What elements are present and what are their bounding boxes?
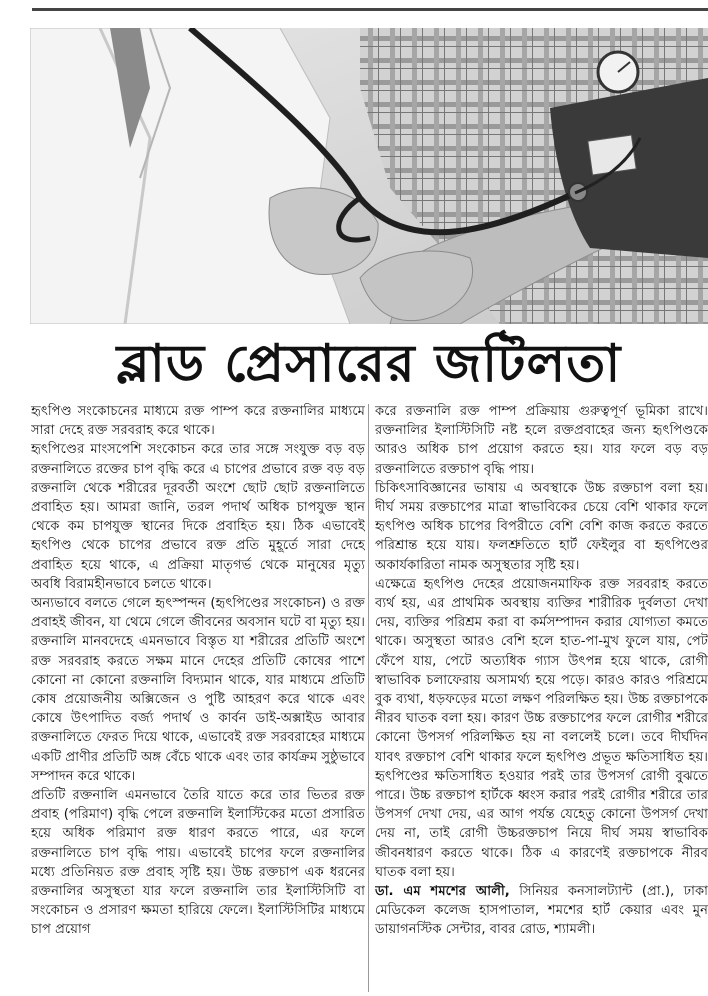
paragraph: চিকিৎসাবিজ্ঞানের ভাষায় এ অবস্থাকে উচ্চ রক্তচাপ বলা হয়। দীর্ঘ সময় রক্তচাপের মাত্রা স্বাভাবিকের চেয়ে বেশি থাকার ফলে হৃৎপিণ্ড অধিক চাপের বিপরীতে বেশি বেশি কাজ করতে করতে পরিশ্রান্ত হয়ে যায়। ফলশ্রুতিতে হার্ট ফেইলুর বা হৃৎপিণ্ডের অকার্যকারিতা নামক অসুস্থতার সৃষ্টি হয়। xyxy=(375,480,708,573)
paragraph: হৃৎপিণ্ডের মাংসপেশি সংকোচন করে তার সঙ্গে সংযুক্ত বড় বড় রক্তনালিতে রক্তের চাপ বৃদ্ধি করে এ চাপের প্রভাবে রক্ত বড় বড় রক্তনালি থেকে শরীরের দূরবর্তী অংশে ছোট ছোট রক্তনালিতে প্রবাহিত হয়। আমরা জানি, তরল পদার্থ অধিক চাপযুক্ত স্থান থেকে কম চাপযুক্ত স্থানের দিকে প্রবাহিত হয়। ঠিক এভাবেই হৃৎপিণ্ড থেকে চাপের প্রভাবে রক্ত প্রতি মুহূর্তে সারা দেহে প্রবাহিত হয়ে থাকে, এ প্রক্রিয়া মাতৃগর্ভ থেকে মানুষের মৃত্যু অবধি বিরামহীনভাবে চলতে থাকে। xyxy=(31,442,365,592)
article-column-left xyxy=(31,402,365,996)
paragraph: হৃৎপিণ্ড সংকোচনের মাধ্যমে রক্ত পাম্প করে রক্তনালির মাধ্যমে সারা দেহে রক্ত সরবরাহ করে থাকে। xyxy=(31,404,365,439)
column-divider xyxy=(368,404,369,992)
blood-pressure-photo xyxy=(30,28,708,324)
paragraph: প্রতিটি রক্তনালি এমনভাবে তৈরি যাতে করে তার ভিতর রক্ত প্রবাহ (পরিমাণ) বৃদ্ধি পেলে রক্তনালি ইলাস্টিকের মতো প্রসারিত হয়ে অধিক পরিমাণ রক্ত ধারণ করতে পারে, এর ফলে রক্তনালিতে চাপ বৃদ্ধি পায়। এভাবেই চাপের ফলে রক্তনালির মধ্যে প্রতিনিয়ত রক্ত প্রবাহ সৃষ্টি হয়। উচ্চ রক্তচাপ এক ধরনের রক্তনালির অসুস্থতা যার ফলে রক্তনালি তার ইলাস্টিসিটি বা সংকোচন ও প্রসারণ ক্ষমতা হারিয়ে ফেলে। ইলাস্টিসিটির মাধ্যমে চাপ প্রয়োগ xyxy=(31,788,365,938)
article-photo xyxy=(30,28,708,324)
author-name: ডা. এম শমশের আলী, xyxy=(375,884,510,900)
article-headline: ব্লাড প্রেসারের জটিলতা xyxy=(116,333,622,394)
paragraph: অন্যভাবে বলতে গেলে হৃৎস্পন্দন (হৃৎপিণ্ডের সংকোচন) ও রক্ত প্রবাহই জীবন, যা থেমে গেলে জীবনের অবসান ঘটে বা মৃত্যু হয়। রক্তনালি মানবদেহে এমনভাবে বিস্তৃত যা শরীরের প্রতিটি অংশে রক্ত সরবরাহ করতে সক্ষম মানে দেহের প্রতিটি কোষের পাশে কোনো না কোনো রক্তনালি বিদ্যমান থাকে, যার মাধ্যমে প্রতিটি কোষ প্রয়োজনীয় অক্সিজেন ও পুষ্টি আহরণ করে থাকে এবং কোষে উৎপাদিত বর্জ্য পদার্থ ও কার্বন ডাই-অক্সাইড আবার রক্তনালিতে ফেরত দিয়ে থাকে, এভাবেই রক্ত সরবরাহের মাধ্যমে একটি প্রাণীর প্রতিটি অঙ্গ বেঁচে থাকে এবং তার কার্যক্রম সুষ্ঠুভাবে সম্পাদন করে থাকে। xyxy=(31,596,365,784)
article-column-right xyxy=(375,402,708,996)
paragraph: এক্ষেত্রে হৃৎপিণ্ড দেহের প্রয়োজনমাফিক রক্ত সরবরাহ করতে ব্যর্থ হয়, এর প্রাথমিক অবস্থায় ব্যক্তির শারীরিক দুর্বলতা দেখা দেয়, ব্যক্তির পরিশ্রম করা বা কর্মসম্পাদন করার যোগ্যতা কমতে থাকে। অসুস্থতা আরও বেশি হলে হাত-পা-মুখ ফুলে যায়, পেট ফেঁপে যায়, পেটে অত্যধিক গ্যাস উৎপন্ন হয়ে থাকে, রোগী স্বাভাবিক চলাফেরায় অসামর্থ্য হয়ে পড়ে। কারও কারও পরিশ্রমে বুক ব্যথা, ধড়ফড়ের মতো লক্ষণ পরিলক্ষিত হয়। উচ্চ রক্তচাপকে নীরব ঘাতক বলা হয়। কারণ উচ্চ রক্তচাপের ফলে রোগীর শরীরে কোনো উপসর্গ পরিলক্ষিত হয় না বললেই চলে। তবে দীর্ঘদিন যাবৎ রক্তচাপ বেশি থাকার ফলে হৃৎপিণ্ড প্রভূত ক্ষতিসাধিত হয়। হৃৎপিণ্ডের ক্ষতিসাধিত হওয়ার পরই তার উপসর্গ রোগী বুঝতে পারে। উচ্চ রক্তচাপ হার্টকে ধ্বংস করার পরই রোগীর শরীরে তার উপসর্গ দেখা দেয়, এর আগ পর্যন্ত যেহেতু কোনো উপসর্গ দেখা দেয় না, তাই রোগী উচ্চরক্তচাপ নিয়ে দীর্ঘ সময় স্বাভাবিক জীবনধারণ করতে থাকে। ঠিক এ কারণেই রক্তচাপকে নীরব ঘাতক বলা হয়। xyxy=(375,576,708,880)
paragraph: করে রক্তনালি রক্ত পাম্প প্রক্রিয়ায় গুরুত্বপূর্ণ ভূমিকা রাখে। রক্তনালির ইলাস্টিসিটি নষ্ট হলে রক্তপ্রবাহের জন্য হৃৎপিণ্ডকে আরও অধিক চাপ প্রয়োগ করতে হয়। যার ফলে বড় বড় রক্তনালিতে রক্তচাপ বৃদ্ধি পায়। xyxy=(375,404,708,477)
author-details: সিনিয়র কনসালট্যান্ট (প্রা.), ঢাকা মেডিকেল কলেজ হাসপাতাল, শমশের হার্ট কেয়ার এবং মুন ডায়াগনস্টিক সেন্টার, বাবর রোড, শ্যামলী। xyxy=(375,884,708,938)
author-byline xyxy=(375,882,708,940)
top-rule xyxy=(32,8,708,11)
